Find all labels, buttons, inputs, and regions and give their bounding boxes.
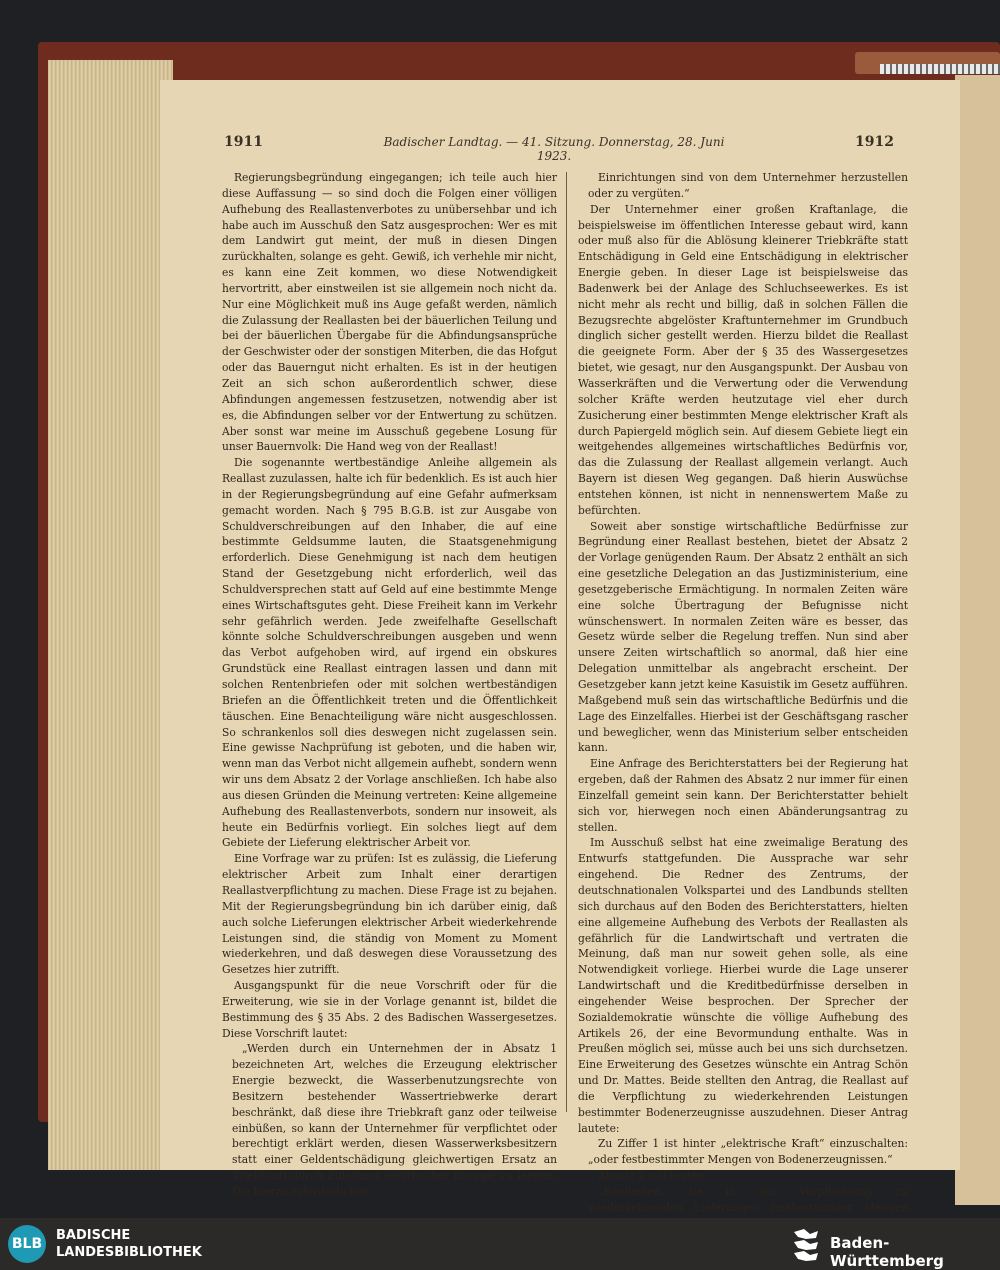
page-edges (48, 60, 173, 1170)
paragraph: Die sogenannte wertbeständige Anleihe allgemein als Reallast zuzulassen, halte ich für bedenklich. Es ist auch hier in der Regierungsbegründung auf eine Gefahr aufmerksam gemacht worden. Nach § 795 B.G.B. ist zur Ausgabe von Schuldverschreibungen auf den Inhaber, die auf eine bestimmte Geldsumme lauten, die Staatsgenehmigung erforderlich. Diese Genehmigung ist nach dem heutigen Stand der Gesetzgebung nicht erforderlich, weil das Schuldversprechen statt auf Geld auf eine bestimmte Menge eines Wirtschaftsgutes geht. Diese Freiheit kann im Verkehr sehr gefährlich werden. Jede zweifelhafte Gesellschaft könnte solche Schuldverschreibungen ausgeben und wenn das Verbot aufgehoben wird, auf irgend ein obskures Grundstück eine Reallast eintragen lassen und dann mit solchen Rentenbriefen oder mit solchen wertbeständigen Briefen an die Öffentlichkeit treten und die Öffentlichkeit täuschen. Eine Benachteiligung wäre nicht ausgeschlossen. So schrankenlos soll dies deswegen nicht zugelassen sein. Eine gewisse Nachprüfung ist geboten, und die haben wir, wenn man das Verbot nicht allgemein aufhebt, sondern wenn wir uns dem Absatz 2 der Vorlage anschließen. Ich habe also aus diesen Gründen die Meinung vertreten: Keine allgemeine Aufhebung des Reallastenverbots, sondern nur insoweit, als heute ein Bedürfnis vorliegt. Ein solches liegt auf dem Gebiete der Lieferung elektrischer Arbeit vor. (222, 456, 557, 850)
quoted-paragraph: „Reallasten, die in der Verpflichtung zu wiederkehrenden Lieferungen festbestimmter Mengen (588, 1185, 908, 1214)
state-name[interactable]: Baden-Württemberg (830, 1234, 944, 1270)
page-header (224, 134, 894, 163)
quoted-paragraph: Einrichtungen sind von dem Unternehmer herzustellen oder zu vergüten.“ (588, 171, 908, 200)
library-name-line1: BADISCHE (56, 1228, 131, 1243)
paragraph: Eine Anfrage des Berichterstatters bei der Regierung hat ergeben, daß der Rahmen des Absatz 2 nur immer für einen Einzelfall gemeint sein kann. Der Berichterstatter behielt sich vor, hierwegen noch einen Abänderungsantrag zu stellen. (578, 757, 908, 834)
column-divider (566, 172, 567, 1112)
right-text-column (578, 170, 908, 1218)
quoted-paragraph: Absatz 2 soll lauten: (598, 1169, 708, 1183)
facing-page-edge (955, 75, 1000, 1205)
color-scale-ribbon (880, 64, 1000, 74)
paragraph: Ausgangspunkt für die neue Vorschrift oder für die Erweiterung, wie sie in der Vorlage genannt ist, bildet die Bestimmung des § 35 Abs. 2 des Badischen Wassergesetzes. Diese Vorschrift lautet: (222, 979, 557, 1040)
quoted-paragraph: Zu Ziffer 1 ist hinter „elektrische Kraft“ einzuschalten: „oder festbestimmter Mengen von Bodenerzeugnissen.“ (588, 1137, 908, 1167)
right-page-number: 1912 (855, 134, 894, 150)
library-name-line2: LANDESBIBLIOTHEK (56, 1245, 202, 1260)
quoted-paragraph: „Werden durch ein Unternehmen der in Absatz 1 bezeichneten Art, welches die Erzeugung elektrischer Energie bezweckt, die Wasserbenutzungsrechte von Besitzern bestehender Wassertriebwerke derart beschränkt, daß diese ihre Triebkraft ganz oder teilweise einbüßen, so kann der Unternehmer für verpflichtet oder berechtigt erklärt werden, diesen Wasserwerksbesitzern statt einer Geldentschädigung gleichwertigen Ersatz an Triebkraft durch Zuleitung elektrischer Energie zu leisten. Die hierzu erforderlichen (232, 1042, 557, 1198)
footer-bar (0, 1218, 1000, 1270)
paragraph: Der Unternehmer einer großen Kraftanlage, die beispielsweise im öffentlichen Interesse gebaut wird, kann oder muß also für die Ablösung kleinerer Triebkräfte statt Entschädigung in Geld eine Entschädigung in elektrischer Energie geben. In dieser Lage ist beispielsweise das Badenwerk bei der Anlage des Schluchseewerkes. Es ist nicht mehr als recht und billig, daß in solchen Fällen die Bezugsrechte abgelöster Kraftunternehmer im Grundbuch dinglich sicher gestellt werden. Hierzu bildet die Reallast die geeignete Form. Aber der § 35 des Wassergesetzes bietet, wie gesagt, nur den Ausgangspunkt. Der Ausbau von Wasserkräften und die Verwertung oder die Verwendung solcher Kräfte werden heutzutage viel eher durch Zusicherung einer bestimmten Menge elektrischer Kraft als durch Papiergeld möglich sein. Auf diesem Gebiete liegt ein weitgehendes allgemeines wirtschaftliches Bedürfnis vor, das die Zulassung der Reallast allgemein verlangt. Auch Bayern ist diesen Weg gegangen. Daß hierin Auswüchse entstehen können, ist nicht in nennenswertem Maße zu befürchten. (578, 202, 908, 517)
library-name[interactable] (56, 1227, 202, 1261)
baden-wuerttemberg-lions-icon (790, 1226, 824, 1262)
left-page-number: 1911 (224, 134, 263, 150)
left-text-column (222, 170, 557, 1200)
paragraph: Eine Vorfrage war zu prüfen: Ist es zulässig, die Lieferung elektrischer Arbeit zum Inhalt einer derartigen Reallastverpflichtung zu machen. Diese Frage ist zu bejahen. Mit der Regierungsbegründung bin ich darüber einig, daß auch solche Lieferungen elektrischer Arbeit wiederkehrende Leistungen sind, die ständig von Moment zu Moment wiederkehren, und daß deswegen diese Voraussetzung des Gesetzes hier zutrifft. (222, 852, 557, 977)
running-title: Badischer Landtag. — 41. Sitzung. Donnerstag, 28. Juni 1923. (383, 135, 725, 163)
blb-logo-icon[interactable]: BLB (8, 1225, 46, 1263)
paragraph: Soweit aber sonstige wirtschaftliche Bedürfnisse zur Begründung einer Reallast bestehen, bietet der Absatz 2 der Vorlage genügenden Raum. Der Absatz 2 enthält an sich eine gesetzliche Delegation an das Justizministerium, eine gesetzgeberische Ermächtigung. In normalen Zeiten wäre eine solche Übertragung der Befugnisse nicht wünschenswert. In normalen Zeiten wäre es besser, das Gesetz würde selber die Regelung treffen. Nun sind aber unsere Zeiten wirtschaftlich so anormal, daß hier eine Delegation unmittelbar als angebracht erscheint. Der Gesetzgeber kann jetzt keine Kasuistik im Gesetz aufführen. Maßgebend muß sein das wirtschaftliche Bedürfnis und die Lage des Einzelfalles. Hierbei ist der Geschäftsgang rascher und beweglicher, wenn das Ministerium selber entscheiden kann. (578, 519, 908, 755)
paragraph: Regierungsbegründung eingegangen; ich teile auch hier diese Auffassung — so sind doch die Folgen einer völligen Aufhebung des Reallastenverbotes zu unübersehbar und ich habe auch im Ausschuß den Satz ausgesprochen: Wer es mit dem Landwirt gut meint, der muß in diesen Dingen zurückhalten, solange es geht. Gewiß, ich verhehle mir nicht, es kann eine Zeit kommen, wo diese Notwendigkeit hervortritt, aber einstweilen ist sie allgemein noch nicht da. Nur eine Möglichkeit muß ins Auge gefaßt werden, nämlich die Zulassung der Reallasten bei der bäuerlichen Teilung und bei der bäuerlichen Übergabe für die Abfindungsansprüche der Geschwister oder der sonstigen Miterben, die das Hofgut oder das Bauerngut nicht erhalten. Es ist in der heutigen Zeit an sich schon außerordentlich schwer, diese Abfindungen angemessen festzusetzen, notwendig aber ist es, die Abfindungen selber vor der Entwertung zu schützen. Aber sonst war meine im Ausschuß gegebene Losung für unser Bauernvolk: Die Hand weg von der Reallast! (222, 171, 557, 454)
paragraph: Im Ausschuß selbst hat eine zweimalige Beratung des Entwurfs stattgefunden. Die Aussprache war sehr eingehend. Die Redner des Zentrums, der deutschnationalen Volkspartei und des Landbunds stellten sich durchaus auf den Boden des Berichterstatters, hielten eine allgemeine Aufhebung des Verbots der Reallasten als gefährlich für die Landwirtschaft und vertraten die Meinung, daß man nur soweit gehen solle, als eine Notwendigkeit vorliege. Hierbei wurde die Lage unserer Landwirtschaft und die Kreditbedürfnisse derselben in eingehender Weise besprochen. Der Sprecher der Sozialdemokratie wünschte die völlige Aufhebung des Artikels 26, der eine Bevormundung enthalte. Was in Preußen möglich sei, müsse auch bei uns sich durchsetzen. Eine Erweiterung des Gesetzes wünschte ein Antrag Schön und Dr. Mattes. Beide stellten den Antrag, die Reallast auf die Verpflichtung zu wiederkehrenden Leistungen bestimmter Bodenerzeugnisse auszudehnen. Dieser Antrag lautete: (578, 836, 908, 1135)
